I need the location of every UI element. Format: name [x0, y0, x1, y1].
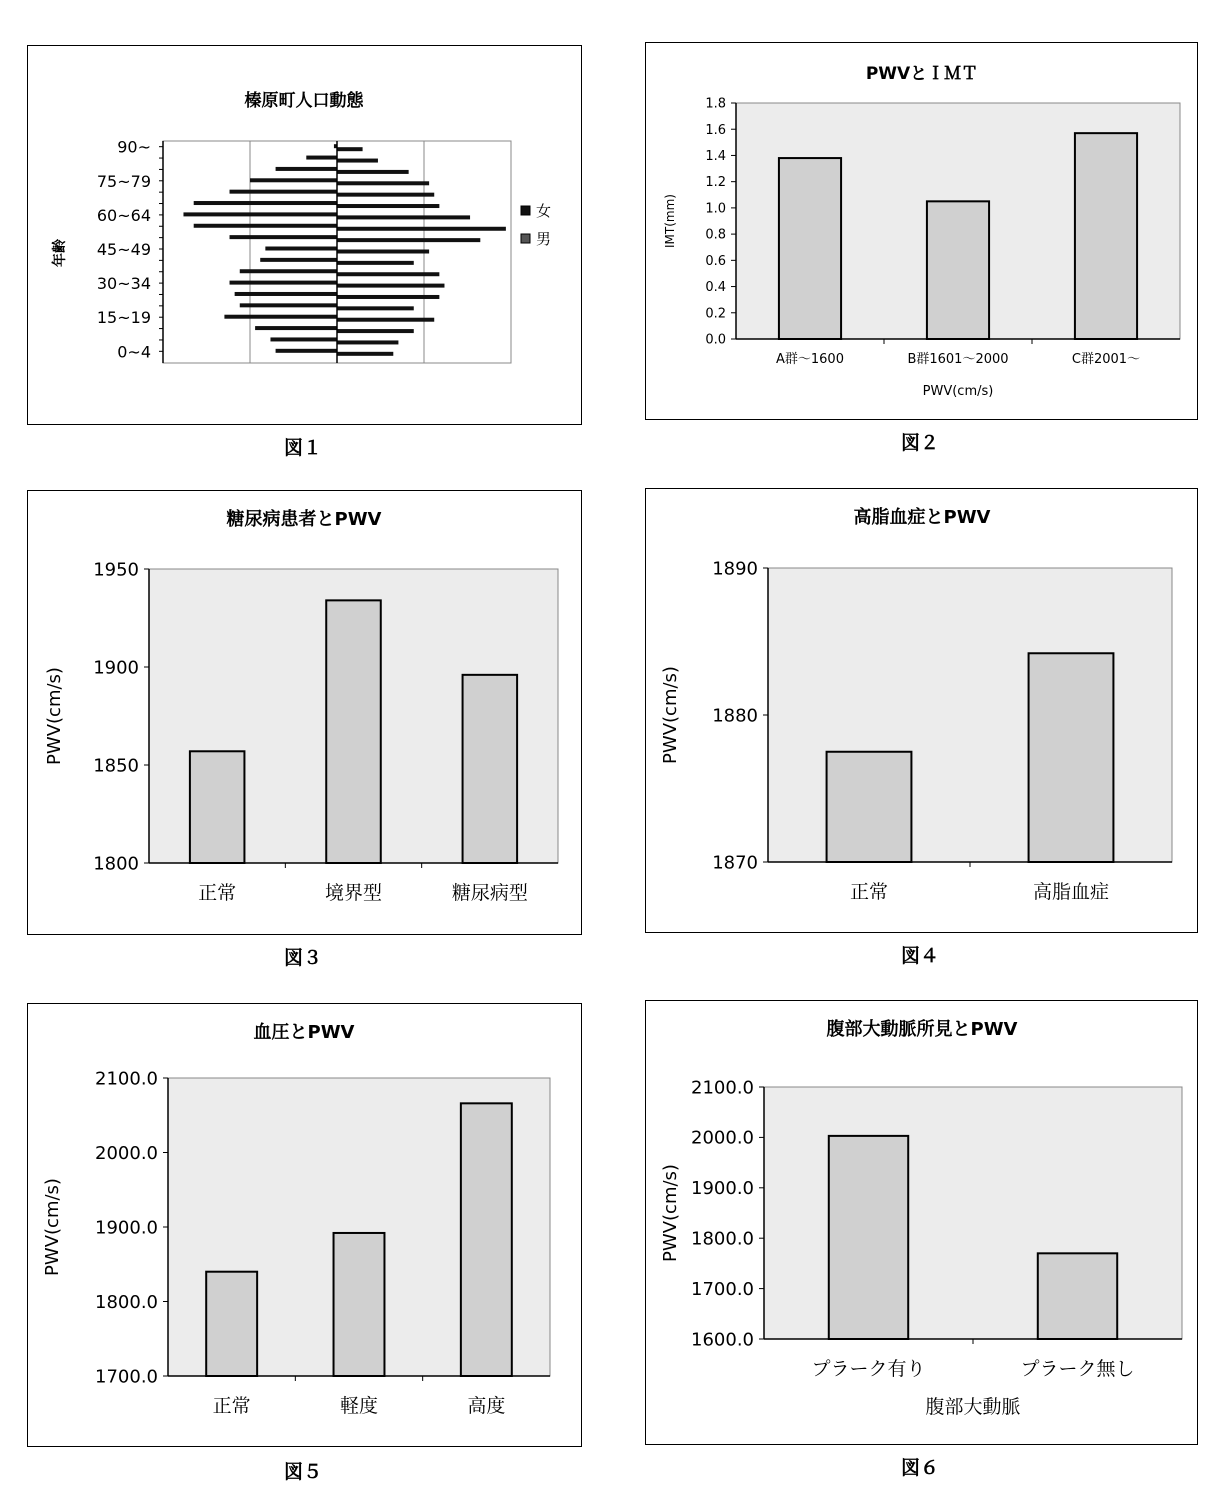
- chart-1-bar-female: [230, 281, 337, 285]
- chart-2-ytick-label: 1.8: [705, 96, 726, 112]
- chart-panel-4: [645, 488, 1198, 933]
- chart-6-svg: [646, 1001, 1196, 1443]
- chart-1-bar-female: [306, 156, 337, 160]
- chart-2-ytick-label: 1.6: [705, 122, 726, 138]
- chart-6-ytick-label: 2100.0: [691, 1077, 754, 1099]
- chart-1-bar-male: [337, 261, 414, 265]
- chart-1-ylabel: 年齢: [52, 239, 68, 267]
- chart-panel-1: [27, 45, 582, 425]
- chart-5-category-label: 高度: [467, 1395, 506, 1417]
- chart-6-ytick-label: 1900.0: [691, 1178, 754, 1200]
- caption-5: 図５: [283, 1461, 322, 1483]
- chart-4-bar: [827, 752, 912, 862]
- chart-1-ytick-label: 15~19: [96, 308, 151, 328]
- chart-1-legend-swatch: [521, 234, 530, 243]
- chart-1-bar-male: [337, 238, 480, 242]
- chart-1-bar-male: [337, 284, 444, 288]
- chart-1-ytick-label: 0~4: [117, 342, 151, 362]
- chart-2-category-label: B群1601～2000: [907, 352, 1009, 367]
- chart-5-ytick-label: 1900.0: [95, 1217, 158, 1239]
- chart-3-ytick-label: 1900: [93, 657, 139, 679]
- chart-2-xlabel: PWV(cm/s): [922, 384, 994, 399]
- chart-6-ytick-label: 2000.0: [691, 1127, 754, 1149]
- chart-3-bar: [326, 600, 381, 863]
- chart-6-ytick-label: 1600.0: [691, 1329, 754, 1351]
- chart-panel-5: [27, 1003, 582, 1447]
- chart-6-xlabel: 腹部大動脈: [925, 1396, 1021, 1418]
- chart-1-bar-female: [255, 326, 337, 330]
- chart-1-ytick-label: 45~49: [96, 240, 151, 259]
- chart-3-ylabel: PWV(cm/s): [44, 667, 65, 765]
- caption-3: 図３: [283, 947, 322, 969]
- chart-3-category-label: 糖尿病型: [451, 882, 528, 904]
- chart-5-title: 血圧とPWV: [253, 1022, 355, 1043]
- chart-2-ytick-label: 0.0: [705, 332, 726, 348]
- chart-1-bar-male: [337, 227, 506, 231]
- chart-1-bar-female: [270, 337, 337, 341]
- chart-1-bar-female: [230, 190, 337, 194]
- chart-6-category-label: プラーク有り: [811, 1358, 926, 1380]
- chart-1-bar-female: [250, 178, 337, 182]
- chart-1-bar-female: [194, 201, 337, 205]
- chart-6-ylabel: PWV(cm/s): [660, 1164, 681, 1262]
- chart-1-bar-male: [337, 215, 470, 219]
- chart-1-ytick-label: 60~64: [96, 205, 151, 225]
- chart-6-ytick-label: 1800.0: [691, 1228, 754, 1250]
- chart-1-bar-male: [337, 159, 378, 163]
- chart-6-title: 腹部大動脈所見とPWV: [826, 1019, 1018, 1040]
- chart-1-bar-female: [235, 292, 337, 296]
- chart-1-title: 榛原町人口動態: [244, 91, 364, 111]
- chart-1-bar-female: [224, 315, 337, 319]
- chart-3-bar: [463, 675, 518, 863]
- chart-1-ytick-label: 30~34: [96, 274, 151, 294]
- chart-1-legend-swatch: [521, 206, 530, 215]
- chart-1-legend-label: 男: [536, 230, 552, 248]
- chart-2-bar: [1075, 133, 1137, 339]
- caption-2: 図２: [900, 432, 939, 454]
- chart-5-category-label: 正常: [212, 1395, 251, 1417]
- chart-4-ylabel: PWV(cm/s): [660, 666, 681, 764]
- chart-1-bar-male: [337, 170, 409, 174]
- chart-3-svg: [28, 491, 580, 933]
- chart-6-plot-area: [764, 1087, 1182, 1339]
- chart-6-bar: [1038, 1253, 1117, 1339]
- chart-1-bar-female: [183, 212, 337, 216]
- chart-4-ytick-label: 1890: [712, 558, 758, 580]
- chart-1-bar-male: [337, 250, 429, 254]
- chart-1-bar-female: [265, 247, 337, 251]
- chart-2-ytick-label: 1.2: [705, 175, 726, 191]
- chart-4-svg: [646, 489, 1196, 931]
- chart-5-svg: [28, 1004, 580, 1445]
- chart-1-bar-male: [337, 318, 434, 322]
- chart-2-ytick-label: 0.8: [705, 227, 726, 243]
- chart-6-category-label: プラーク無し: [1020, 1358, 1135, 1380]
- chart-panel-3: [27, 490, 582, 935]
- chart-3-category-label: 境界型: [324, 882, 383, 904]
- chart-1-ytick-label: 75~79: [96, 171, 151, 191]
- chart-5-ytick-label: 1700.0: [95, 1366, 158, 1388]
- chart-2-ytick-label: 1.4: [705, 148, 726, 164]
- chart-panel-6: [645, 1000, 1198, 1445]
- chart-1-bar-male: [337, 340, 398, 344]
- chart-1-bar-male: [337, 329, 414, 333]
- chart-1-bar-male: [337, 193, 434, 197]
- caption-1: 図１: [283, 437, 322, 459]
- chart-6-bar: [829, 1136, 908, 1339]
- chart-1-bar-female: [240, 269, 337, 273]
- chart-4-ytick-label: 1870: [712, 852, 758, 874]
- chart-2-bar: [779, 158, 841, 339]
- chart-3-ytick-label: 1850: [93, 755, 139, 777]
- chart-5-bar: [461, 1103, 512, 1376]
- chart-1-bar-female: [276, 167, 337, 171]
- chart-4-ytick-label: 1880: [712, 705, 758, 727]
- chart-1-bar-female: [240, 303, 337, 307]
- chart-2-ytick-label: 0.4: [705, 280, 726, 296]
- chart-1-bar-male: [337, 306, 414, 310]
- chart-5-ytick-label: 1800.0: [95, 1291, 158, 1313]
- chart-2-ytick-label: 1.0: [705, 201, 726, 217]
- chart-2-title: PWVとＩＭＴ: [865, 64, 979, 84]
- chart-1-bar-male: [337, 147, 363, 151]
- chart-2-svg: [646, 43, 1196, 418]
- chart-5-ylabel: PWV(cm/s): [42, 1178, 63, 1276]
- chart-2-ylabel: IMT(mm): [663, 194, 677, 248]
- chart-3-category-label: 正常: [198, 882, 237, 904]
- chart-4-category-label: 高脂血症: [1032, 881, 1110, 903]
- chart-2-bar: [927, 201, 989, 339]
- chart-1-bar-female: [260, 258, 337, 262]
- chart-1-bar-male: [337, 352, 393, 356]
- chart-6-ytick-label: 1700.0: [691, 1278, 754, 1300]
- chart-2-category-label: C群2001～: [1071, 352, 1141, 367]
- caption-6: 図６: [900, 1457, 939, 1479]
- chart-1-bar-female: [276, 349, 337, 353]
- chart-1-bar-female: [194, 224, 337, 228]
- chart-3-bar: [190, 751, 245, 863]
- chart-1-bar-male: [337, 204, 439, 208]
- chart-1-ytick-label: 90~: [117, 137, 151, 157]
- chart-1-legend-label: 女: [536, 202, 552, 220]
- chart-panel-2: [645, 42, 1198, 420]
- chart-3-ytick-label: 1800: [93, 853, 139, 875]
- chart-5-ytick-label: 2000.0: [95, 1142, 158, 1164]
- chart-2-category-label: A群～1600: [776, 352, 844, 367]
- chart-5-ytick-label: 2100.0: [95, 1068, 158, 1090]
- chart-1-bar-male: [337, 272, 439, 276]
- chart-5-category-label: 軽度: [339, 1395, 379, 1417]
- chart-1-bar-male: [337, 181, 429, 185]
- caption-4: 図４: [900, 945, 939, 967]
- chart-4-title: 高脂血症とPWV: [853, 507, 991, 528]
- chart-2-ytick-label: 0.2: [705, 306, 726, 322]
- chart-1-bar-male: [337, 295, 439, 299]
- chart-5-bar: [206, 1272, 257, 1376]
- chart-2-ytick-label: 0.6: [705, 253, 726, 269]
- chart-1-svg: [28, 46, 580, 423]
- chart-4-bar: [1029, 653, 1114, 862]
- chart-3-ytick-label: 1950: [93, 559, 139, 581]
- chart-4-category-label: 正常: [849, 881, 889, 903]
- chart-3-title: 糖尿病患者とPWV: [226, 509, 382, 530]
- chart-5-bar: [334, 1233, 385, 1376]
- chart-1-bar-female: [230, 235, 337, 239]
